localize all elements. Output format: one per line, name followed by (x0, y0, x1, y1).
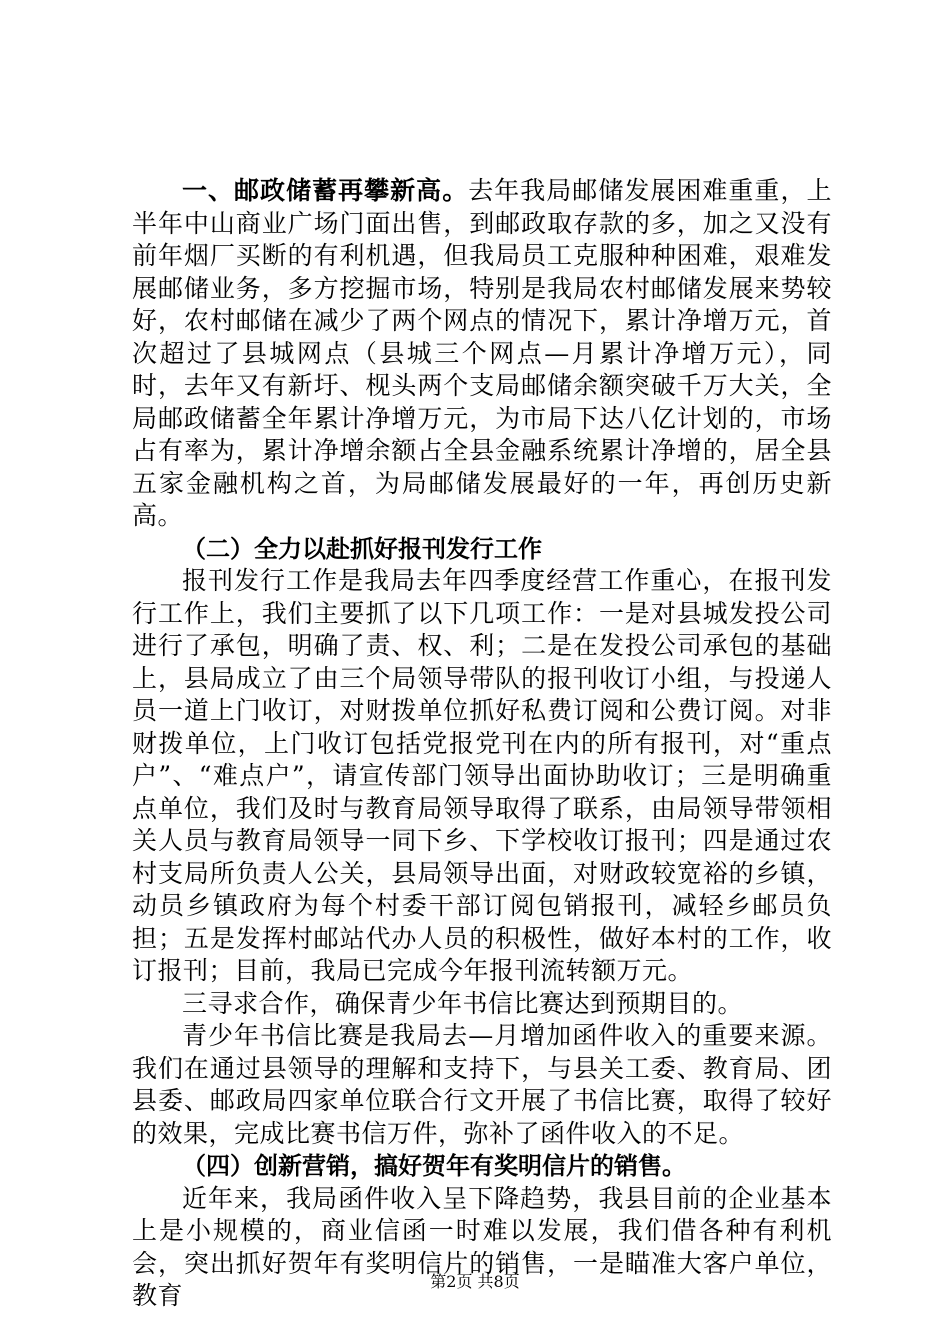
paragraph-text-postal-savings: 去年我局邮储发展困难重重，上半年中山商业广场门面出售，到邮政取存款的多，加之又没有前年烟厂买断的有利机遇，但我局员工克服种种困难，艰难发展邮储业务，多方挖掘市场，特别是我局农村邮储发展来势较好，农村邮储在减少了两个网点的情况下，累计净增万元，首次超过了县城网点（县城三个网点—月累计净增万元），同时，去年又有新圩、枧头两个支局邮储余额突破千万大关，全局邮政储蓄全年累计净增万元，为市局下达八亿计划的，市场占有率为，累计净增余额占全县金融系统累计净增的，居全县五家金融机构之首，为局邮储发展最好的一年，再创历史新高。 (132, 176, 832, 530)
paragraph-lead-postal-savings: 一、邮政储蓄再攀新高。 (182, 176, 469, 205)
heading-newspaper-distribution: （二）全力以赴抓好报刊发行工作 (182, 534, 542, 563)
paragraph-letter-contest: 青少年书信比赛是我局去—月增加函件收入的重要来源。我们在通过县领导的理解和支持下，与县关工委、教育局、团县委、邮政局四家单位联合行文开展了书信比赛，取得了较好的效果，完成比赛书信万件，弥补了函件收入的不足。 (132, 1021, 832, 1148)
paragraph-newspaper-distribution: 报刊发行工作是我局去年四季度经营工作重心，在报刊发行工作上，我们主要抓了以下几项工作：一是对县城发投公司进行了承包，明确了责、权、利；二是在发投公司承包的基础上，县局成立了由三个局领导带队的报刊收订小组，与投递人员一道上门收订，对财拨单位抓好私费订阅和公费订阅。对非财拨单位，上门收订包括党报党刊在内的所有报刊，对“重点户”、“难点户”，请宣传部门领导出面协助收订；三是明确重点单位，我们及时与教育局领导取得了联系，由局领导带领相关人员与教育局领导一同下乡、下学校收订报刊；四是通过农村支局所负责人公关，县局领导出面，对财政较宽裕的乡镇，动员乡镇政府为每个村委干部订阅包销报刊，减轻乡邮员负担；五是发挥村邮站代办人员的积极性，做好本村的工作，收订报刊；目前，我局已完成今年报刊流转额万元。 (132, 566, 832, 985)
paragraph-postal-savings (132, 175, 832, 533)
paragraph-greeting-cards: 近年来，我局函件收入呈下降趋势，我县目前的企业基本上是小规模的，商业信函一时难以发展，我们借各种有利机会，突出抓好贺年有奖明信片的销售，一是瞄准大客户单位，教育 (132, 1183, 832, 1310)
heading-letter-contest: 三寻求合作，确保青少年书信比赛达到预期目的。 (182, 988, 744, 1018)
page-number-footer: 第2页 共8页 (430, 1272, 520, 1291)
document-body (132, 175, 832, 1313)
heading-greeting-cards: （四）创新营销，搞好贺年有奖明信片的销售。 (182, 1152, 686, 1180)
